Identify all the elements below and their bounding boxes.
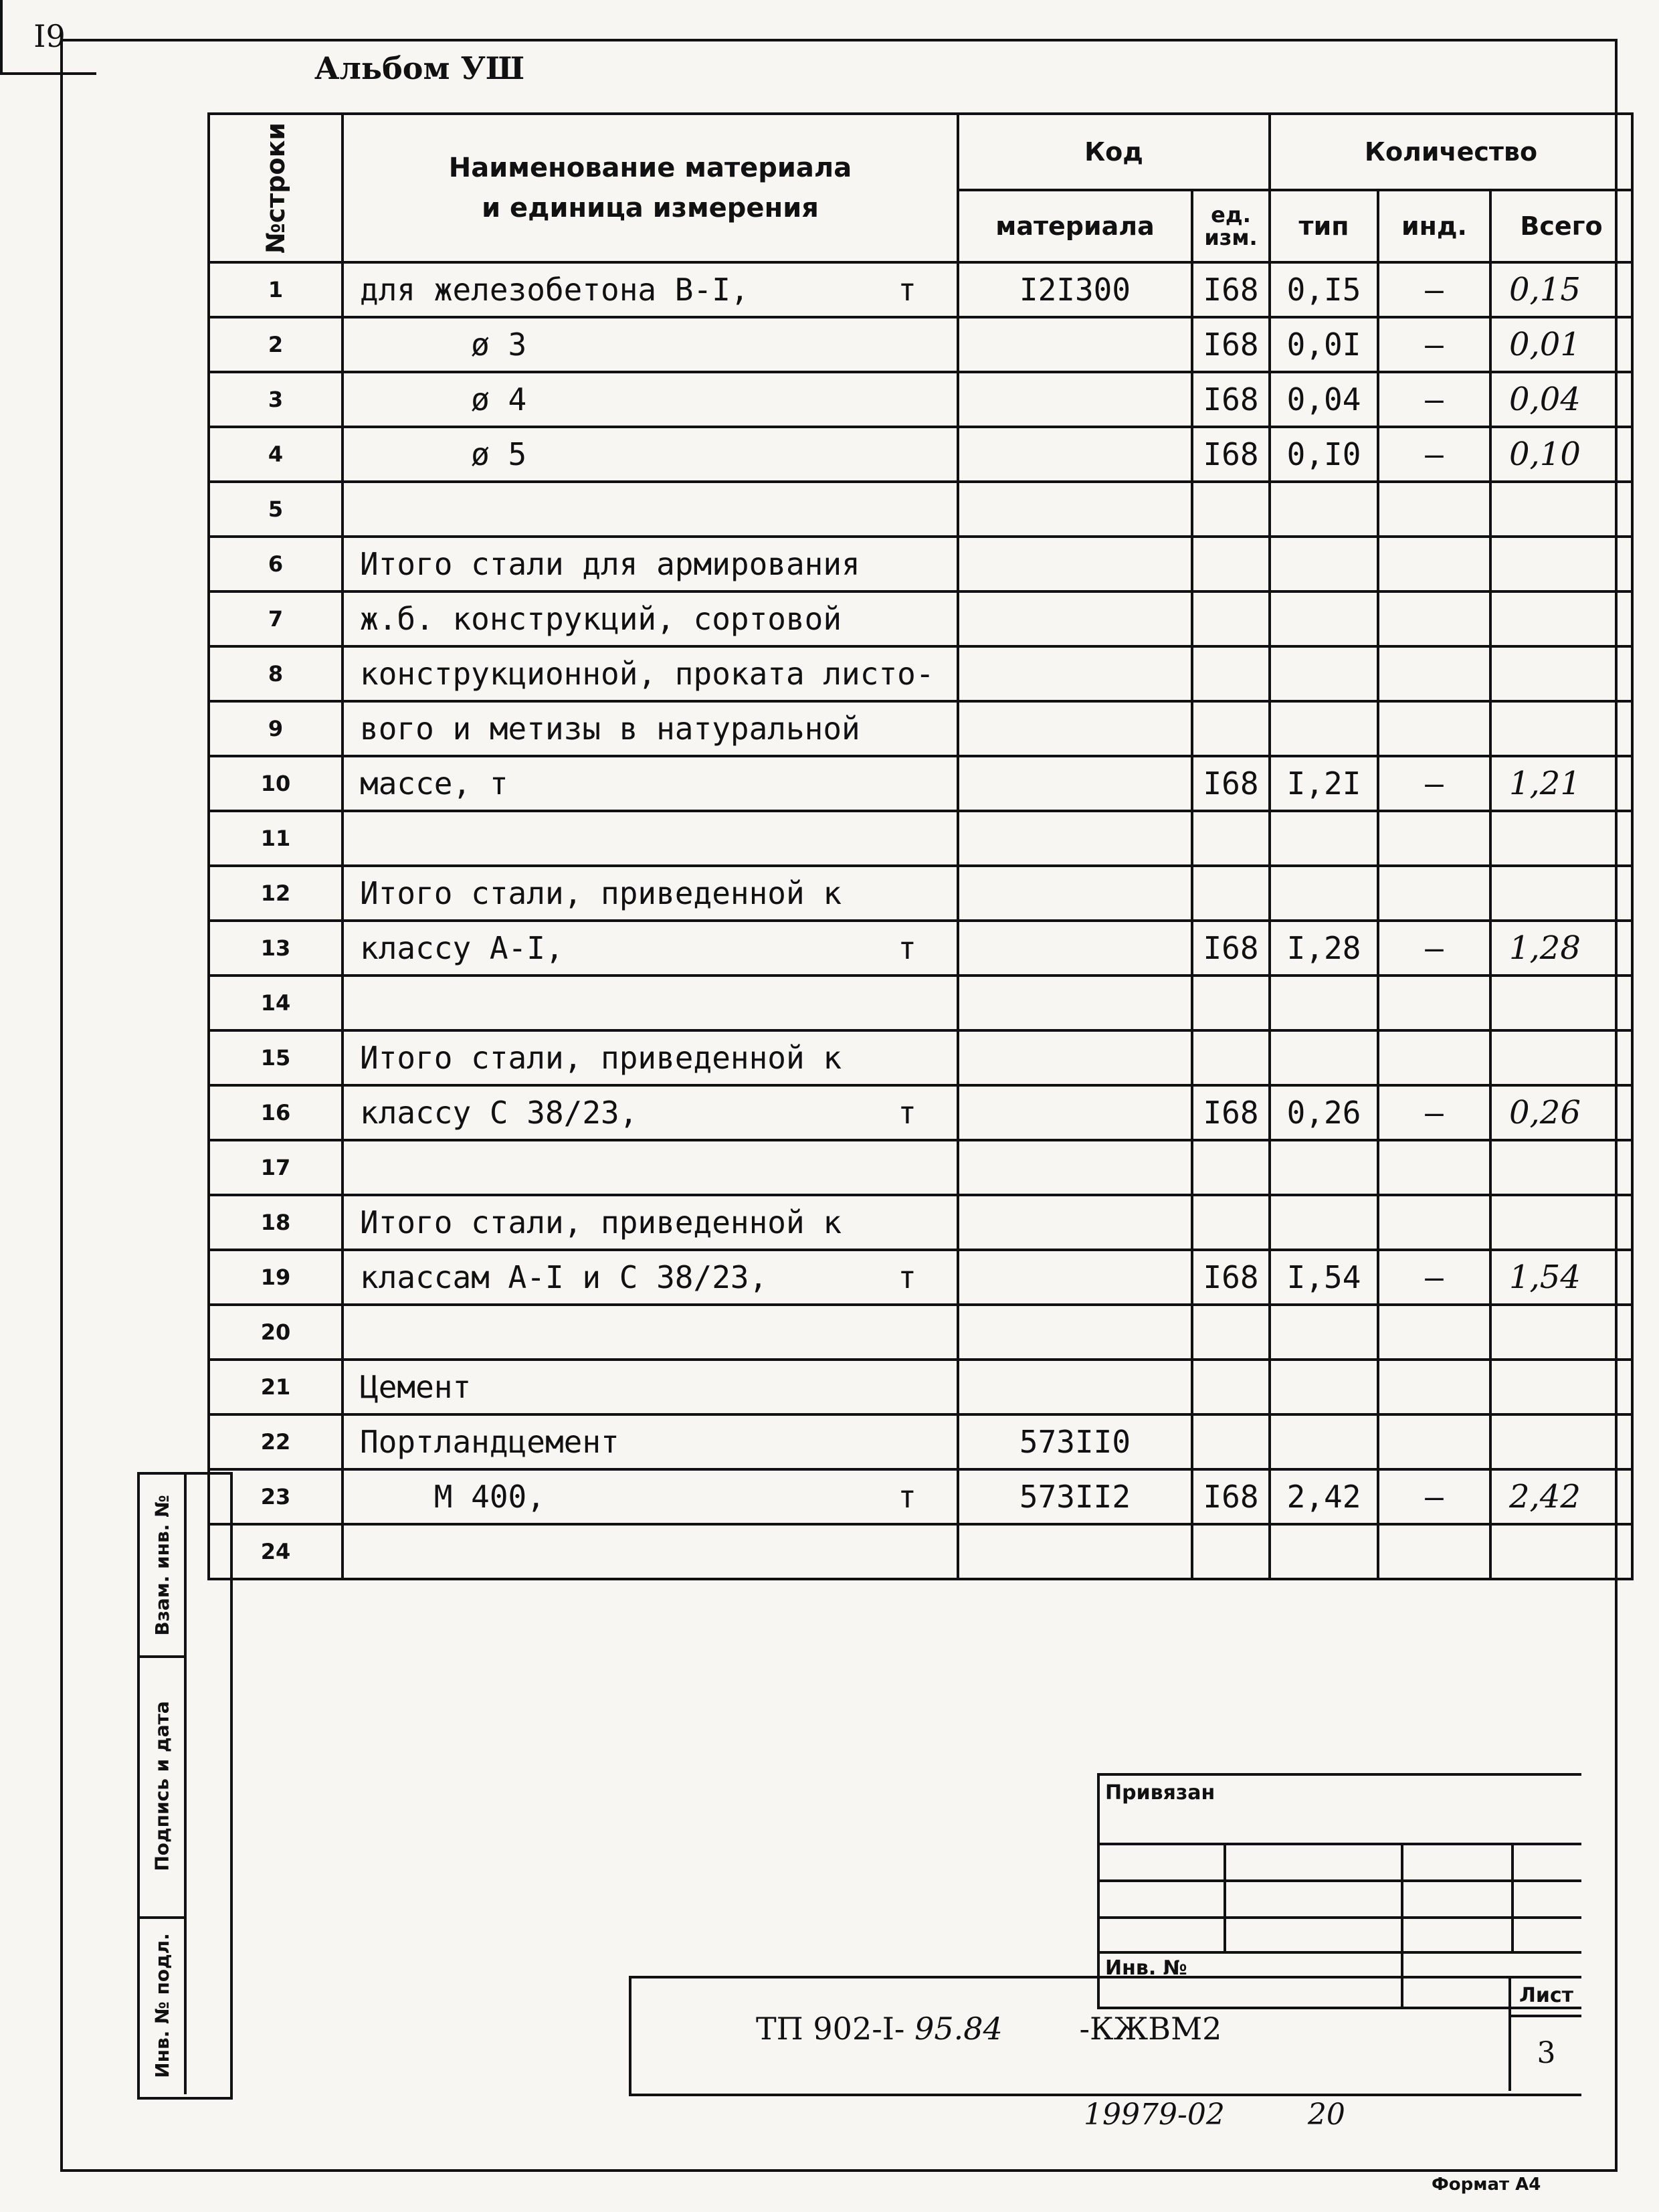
quantity-total (1490, 591, 1632, 646)
row-number: 24 (209, 1524, 343, 1579)
quantity-type: 0,I5 (1270, 262, 1378, 317)
replacement-inv-label: Взам. инв. № (151, 1494, 173, 1636)
quantity-type (1270, 1140, 1378, 1195)
row-number: 21 (209, 1360, 343, 1414)
row-number: 8 (209, 646, 343, 701)
quantity-ind (1378, 811, 1490, 866)
material-code (958, 1305, 1192, 1360)
quantity-ind (1378, 1414, 1490, 1469)
material-name (343, 262, 958, 317)
unit-code (1192, 591, 1270, 646)
row-number: 5 (209, 482, 343, 537)
quantity-total (1490, 1524, 1632, 1579)
material-code (958, 1524, 1192, 1579)
material-code (958, 1030, 1192, 1085)
unit-code: I68 (1192, 427, 1270, 482)
unit-code (1192, 866, 1270, 921)
table-row (209, 1305, 1632, 1360)
binding-label: Привязан (1105, 1781, 1215, 1805)
material-name-text: ø 3 (360, 327, 527, 363)
row-number: 4 (209, 427, 343, 482)
row-number: 11 (209, 811, 343, 866)
unit-code: I68 (1192, 317, 1270, 372)
table-row (209, 756, 1632, 811)
unit-code: I68 (1192, 1085, 1270, 1140)
unit-code: I68 (1192, 756, 1270, 811)
quantity-type (1270, 1414, 1378, 1469)
inventory-label: Инв. № (1105, 1956, 1187, 1980)
material-name (343, 1360, 958, 1414)
quantity-header: Количество (1270, 114, 1632, 190)
quantity-total (1490, 482, 1632, 537)
unit-code (1192, 1305, 1270, 1360)
archive-number: 19979-02 20 (1084, 2098, 1345, 2132)
unit-code (1192, 976, 1270, 1030)
table-row (209, 1140, 1632, 1195)
material-name (343, 1469, 958, 1524)
quantity-type (1270, 1360, 1378, 1414)
material-code (958, 482, 1192, 537)
material-code (958, 1195, 1192, 1250)
material-name-text: для железобетона В-I, (360, 272, 749, 308)
material-name (343, 756, 958, 811)
material-name (343, 1414, 958, 1469)
unit-code: I68 (1192, 921, 1270, 976)
unit-code (1192, 811, 1270, 866)
table-row (209, 427, 1632, 482)
material-name (343, 591, 958, 646)
material-name-text: Итого стали, приведенной к (360, 1040, 842, 1076)
material-name (343, 317, 958, 372)
table-row (209, 1469, 1632, 1524)
quantity-type: 2,42 (1270, 1469, 1378, 1524)
quantity-type: 0,0I (1270, 317, 1378, 372)
quantity-ind (1378, 701, 1490, 756)
quantity-type: I,28 (1270, 921, 1378, 976)
material-name (343, 811, 958, 866)
row-number: 6 (209, 537, 343, 591)
material-name-text: конструкционной, проката листо- (360, 656, 935, 692)
quantity-ind (1378, 1195, 1490, 1250)
code-unit-header: ед. изм. (1192, 190, 1270, 262)
quantity-type: I,54 (1270, 1250, 1378, 1305)
material-name (343, 1140, 958, 1195)
material-name-text: классу С 38/23, (360, 1095, 638, 1131)
quantity-type (1270, 482, 1378, 537)
material-unit: т (898, 1259, 916, 1295)
material-name-text: ø 5 (360, 436, 527, 472)
row-number: 1 (209, 262, 343, 317)
material-name (343, 1524, 958, 1579)
row-number: 3 (209, 372, 343, 427)
material-code (958, 591, 1192, 646)
quantity-ind (1378, 1305, 1490, 1360)
document-code (756, 2011, 1222, 2047)
quantity-ind: – (1378, 756, 1490, 811)
table-row (209, 1085, 1632, 1140)
material-name-text: ж.б. конструкций, сортовой (360, 601, 842, 637)
material-code (958, 1140, 1192, 1195)
table-row (209, 1414, 1632, 1469)
table-row (209, 866, 1632, 921)
quantity-ind (1378, 1140, 1490, 1195)
archive-page: 20 (1307, 2098, 1345, 2132)
table-row (209, 317, 1632, 372)
quantity-total (1490, 1360, 1632, 1414)
material-name (343, 1195, 958, 1250)
material-code (958, 756, 1192, 811)
quantity-total: 0,10 (1490, 427, 1632, 482)
quantity-ind: – (1378, 1085, 1490, 1140)
quantity-total (1490, 811, 1632, 866)
quantity-total (1490, 1030, 1632, 1085)
material-name (343, 701, 958, 756)
quantity-total: 1,28 (1490, 921, 1632, 976)
material-name (343, 372, 958, 427)
table-row (209, 1030, 1632, 1085)
quantity-type: I,2I (1270, 756, 1378, 811)
material-code: 573II2 (958, 1469, 1192, 1524)
quantity-total (1490, 646, 1632, 701)
material-name-text: классам А-I и С 38/23, (360, 1259, 768, 1295)
quantity-type (1270, 537, 1378, 591)
material-name (343, 1305, 958, 1360)
material-name (343, 1030, 958, 1085)
quantity-ind: – (1378, 372, 1490, 427)
quantity-type (1270, 1305, 1378, 1360)
type-header: тип (1270, 190, 1378, 262)
code-header: Код (958, 114, 1270, 190)
document-suffix: -КЖВМ2 (1079, 2011, 1222, 2047)
material-name-header: Наименование материала и единица измерения (343, 114, 958, 262)
material-code: I2I300 (958, 262, 1192, 317)
row-number: 15 (209, 1030, 343, 1085)
table-row (209, 591, 1632, 646)
unit-code (1192, 1195, 1270, 1250)
quantity-total (1490, 701, 1632, 756)
material-unit: т (898, 930, 916, 966)
row-number: 12 (209, 866, 343, 921)
table-row (209, 646, 1632, 701)
quantity-ind (1378, 537, 1490, 591)
quantity-total: 1,54 (1490, 1250, 1632, 1305)
table-row (209, 1250, 1632, 1305)
material-code (958, 976, 1192, 1030)
quantity-ind: – (1378, 427, 1490, 482)
row-number: 18 (209, 1195, 343, 1250)
unit-code (1192, 1360, 1270, 1414)
materials-table (207, 112, 1634, 1580)
quantity-ind (1378, 591, 1490, 646)
quantity-type (1270, 646, 1378, 701)
quantity-ind: – (1378, 262, 1490, 317)
unit-code: I68 (1192, 372, 1270, 427)
ind-header: инд. (1378, 190, 1490, 262)
row-number-header: №строки (209, 114, 343, 262)
quantity-ind (1378, 1030, 1490, 1085)
quantity-total: 0,04 (1490, 372, 1632, 427)
quantity-type (1270, 1030, 1378, 1085)
material-name (343, 427, 958, 482)
material-code (958, 317, 1192, 372)
material-code: 573II0 (958, 1414, 1192, 1469)
unit-code: I68 (1192, 1469, 1270, 1524)
material-name-text: Итого стали для армирования (360, 546, 860, 582)
table-row (209, 537, 1632, 591)
table-row (209, 921, 1632, 976)
quantity-ind: – (1378, 1250, 1490, 1305)
material-code (958, 811, 1192, 866)
quantity-type (1270, 701, 1378, 756)
material-code (958, 1250, 1192, 1305)
material-code (958, 1360, 1192, 1414)
quantity-total: 0,01 (1490, 317, 1632, 372)
material-name (343, 482, 958, 537)
material-name (343, 866, 958, 921)
row-number: 7 (209, 591, 343, 646)
album-title: Альбом УШ (314, 50, 525, 86)
format-label: Формат А4 (1432, 2175, 1541, 2195)
table-row (209, 701, 1632, 756)
material-code (958, 427, 1192, 482)
material-name (343, 1250, 958, 1305)
unit-code (1192, 646, 1270, 701)
unit-code (1192, 537, 1270, 591)
signature-date-label: Подпись и дата (151, 1700, 173, 1871)
material-code (958, 921, 1192, 976)
quantity-total (1490, 1414, 1632, 1469)
quantity-ind: – (1378, 317, 1490, 372)
original-inv-label: Инв. № подл. (151, 1932, 173, 2078)
material-name (343, 537, 958, 591)
quantity-type (1270, 1524, 1378, 1579)
quantity-type: 0,04 (1270, 372, 1378, 427)
quantity-type (1270, 811, 1378, 866)
quantity-total (1490, 537, 1632, 591)
material-unit: т (898, 1479, 916, 1515)
material-unit: т (898, 272, 916, 308)
row-number: 20 (209, 1305, 343, 1360)
material-code (958, 372, 1192, 427)
row-number: 16 (209, 1085, 343, 1140)
quantity-ind (1378, 482, 1490, 537)
unit-code (1192, 1030, 1270, 1085)
row-number: 9 (209, 701, 343, 756)
unit-code (1192, 1140, 1270, 1195)
material-name (343, 976, 958, 1030)
row-number: 19 (209, 1250, 343, 1305)
material-name-text: ø 4 (360, 381, 527, 418)
material-code (958, 537, 1192, 591)
material-code (958, 866, 1192, 921)
quantity-total: 0,26 (1490, 1085, 1632, 1140)
quantity-total (1490, 1195, 1632, 1250)
unit-code (1192, 1524, 1270, 1579)
quantity-total (1490, 866, 1632, 921)
table-row (209, 976, 1632, 1030)
quantity-ind: – (1378, 1469, 1490, 1524)
table-row (209, 482, 1632, 537)
material-code (958, 646, 1192, 701)
sheet-number: 3 (1508, 2015, 1581, 2091)
side-stamp (137, 1472, 233, 2100)
material-unit: т (898, 1095, 916, 1131)
total-header: Всего (1490, 190, 1632, 262)
material-name (343, 921, 958, 976)
table-row (209, 262, 1632, 317)
material-name-text: М 400, (360, 1479, 545, 1515)
unit-code (1192, 701, 1270, 756)
unit-code (1192, 482, 1270, 537)
quantity-total: 0,15 (1490, 262, 1632, 317)
table-row (209, 372, 1632, 427)
sheet-label: Лист (1508, 1976, 1581, 2017)
quantity-ind (1378, 976, 1490, 1030)
quantity-total (1490, 1140, 1632, 1195)
material-name (343, 646, 958, 701)
row-number: 17 (209, 1140, 343, 1195)
quantity-ind: – (1378, 921, 1490, 976)
unit-code (1192, 1414, 1270, 1469)
quantity-ind (1378, 1524, 1490, 1579)
table-row (209, 1195, 1632, 1250)
document-prefix: ТП 902-I- (756, 2011, 905, 2047)
material-name-text: Цемент (360, 1369, 472, 1405)
code-material-header: материала (958, 190, 1192, 262)
material-name-text: массе, т (360, 765, 508, 802)
row-number: 23 (209, 1469, 343, 1524)
quantity-type (1270, 591, 1378, 646)
unit-code: I68 (1192, 262, 1270, 317)
material-name-text: Портландцемент (360, 1424, 619, 1460)
material-name-text: классу А-I, (360, 930, 564, 966)
quantity-total (1490, 976, 1632, 1030)
row-number: 2 (209, 317, 343, 372)
material-name (343, 1085, 958, 1140)
table-row (209, 811, 1632, 866)
table-row (209, 1524, 1632, 1579)
quantity-ind (1378, 1360, 1490, 1414)
row-number: 10 (209, 756, 343, 811)
quantity-type (1270, 976, 1378, 1030)
row-number: 14 (209, 976, 343, 1030)
material-code (958, 701, 1192, 756)
row-number: 22 (209, 1414, 343, 1469)
material-name-text: Итого стали, приведенной к (360, 875, 842, 911)
quantity-total: 2,42 (1490, 1469, 1632, 1524)
row-number: 13 (209, 921, 343, 976)
quantity-type: 0,26 (1270, 1085, 1378, 1140)
material-name-text: Итого стали, приведенной к (360, 1204, 842, 1240)
page-number: I9 (0, 0, 96, 75)
material-name-text: вого и метизы в натуральной (360, 711, 860, 747)
quantity-ind (1378, 866, 1490, 921)
quantity-total: 1,21 (1490, 756, 1632, 811)
quantity-ind (1378, 646, 1490, 701)
quantity-type (1270, 1195, 1378, 1250)
quantity-total (1490, 1305, 1632, 1360)
quantity-type: 0,I0 (1270, 427, 1378, 482)
material-code (958, 1085, 1192, 1140)
binding-stamp (1097, 1773, 1581, 2009)
unit-code: I68 (1192, 1250, 1270, 1305)
table-row (209, 1360, 1632, 1414)
quantity-type (1270, 866, 1378, 921)
document-number: 95.84 (914, 2011, 1003, 2047)
